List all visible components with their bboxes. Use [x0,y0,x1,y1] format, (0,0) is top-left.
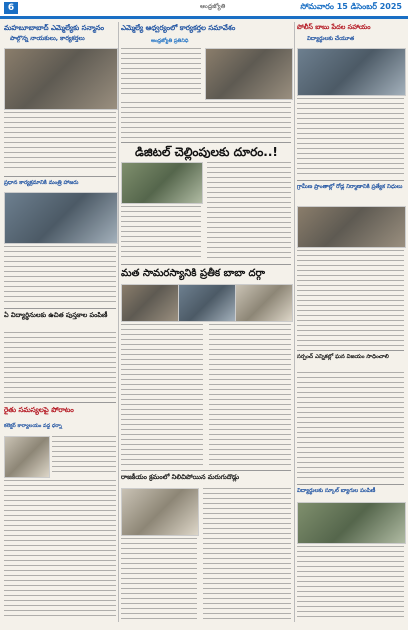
center-mid-title: డిజిటల్ చెల్లింపులకు దూరం..! [135,145,278,159]
center-top-body-left [121,48,201,98]
article-a2-body [4,246,116,304]
article-a1-title: మహబూబాబాద్ ఎమ్మెల్యేకు సన్మానం [4,24,105,32]
r2-title: గ్రామీణ ప్రాంతాల్లో రోడ్ల నిర్మాణానికి ప్రత్యేక నిధులు [297,184,403,190]
r2-photo [297,206,406,248]
publication-name: ఆంధ్రజ్యోతి [200,3,226,10]
center-band-body-right [209,324,291,466]
r2-body [297,250,404,346]
article-a2-title: ప్రధాన కార్యక్రమానికి మంత్రి హాజరు [4,180,79,186]
article-a4-photo [4,436,50,478]
center-band-title: మత సామరస్యానికి ప్రతీక బాబా దర్గా [121,268,265,279]
column-divider [118,22,119,622]
article-a2-photo [4,192,118,244]
divider [121,470,291,471]
article-a1-photo [4,48,118,110]
article-a4-body [52,436,116,476]
center-bottom-body-right [203,488,291,620]
column-divider [294,22,295,622]
center-mid-body-right [207,162,291,260]
page-date: సోమవారం 15 డిసెంబర్ 2025 [300,2,402,11]
center-bottom-title: రాజకీయం క్రమంలో నిలిచిపోయిన మరుగుదొడ్లు [121,473,240,481]
divider [121,142,291,143]
r1-photo [297,48,406,96]
center-band-body-left [121,324,203,466]
r4-photo [297,502,406,544]
article-a1-subtitle: పాల్గొన్న నాయకులు, కార్యకర్తలు [10,35,85,42]
r1-body [297,98,404,176]
r4-body [297,546,404,620]
center-bottom-body-left [121,538,197,620]
article-a4-title: రైతు సమస్యలపై పోరాటం [4,406,74,414]
r1-title: పోలీస్ బాబు పేదల సహాయం [297,23,371,31]
center-mid-body-left [121,206,201,260]
center-top-title: ఎమ్మెల్యే ఆధ్వర్యంలో కార్యకర్తల సమావేశం [121,24,236,32]
r4-title: విద్యార్థులకు స్కూల్ బ్యాగుల పంపిణీ [297,488,376,494]
article-a1-body [4,112,116,172]
r3-body [297,372,404,480]
center-band-photo-2 [178,284,236,322]
center-top-body [121,102,291,140]
article-a4-body-continued [4,480,116,620]
divider [297,484,404,485]
divider [297,350,404,351]
r1-subtitle: విద్యార్థులకు చేయూత [307,36,355,42]
center-top-photo [205,48,293,100]
article-a4-subtitle: కలెక్టర్ కార్యాలయం వద్ద ధర్నా [4,423,62,429]
center-top-byline: ఆంధ్రజ్యోతి ప్రతినిధి [151,38,189,44]
divider [4,176,116,177]
center-column [121,22,291,626]
r3-title: సర్పంచ్ ఎన్నికల్లో ఘన విజయం సాధించాలి [297,354,389,360]
page-number: 6 [4,2,18,14]
center-mid-photo [121,162,203,204]
center-band-photo-1 [121,284,179,322]
divider [4,402,116,403]
divider [121,264,291,265]
divider [297,180,404,181]
center-bottom-photo [121,488,199,536]
right-column [297,22,404,626]
divider [4,308,116,309]
article-a3-body [4,332,116,398]
center-band-photo-3 [235,284,293,322]
left-column [4,22,116,626]
article-a3-title: ఏ విద్యార్థినులకు ఉచిత పుస్తకాల పంపిణీ [4,311,108,319]
